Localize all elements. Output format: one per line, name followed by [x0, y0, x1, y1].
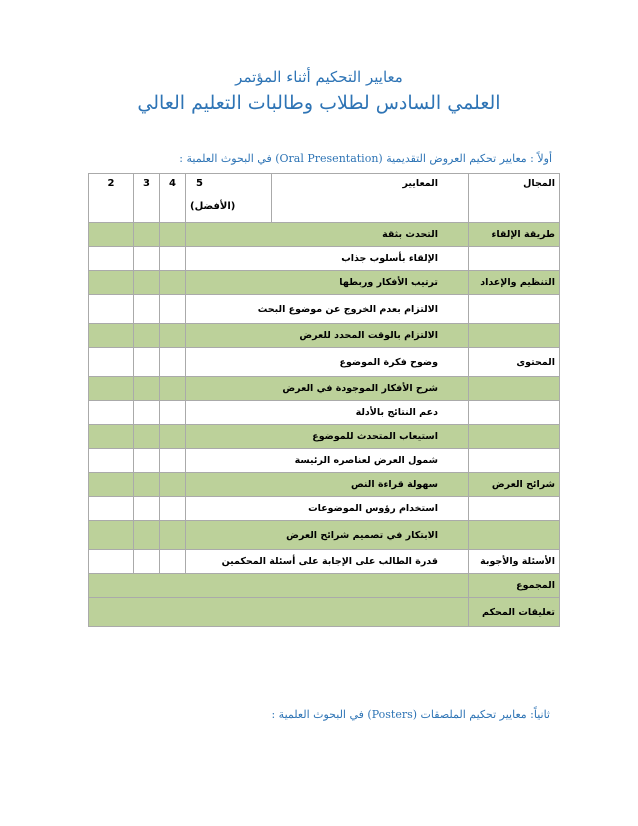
table-row — [89, 521, 560, 550]
score-cell[interactable] — [89, 449, 134, 473]
table-header-row — [89, 174, 560, 223]
row-criterion: دعم النتائج بالأدلة — [186, 401, 469, 425]
table-row — [89, 271, 560, 295]
row-area — [469, 324, 560, 348]
comments-cell[interactable] — [89, 598, 469, 627]
row-criterion: شرح الأفكار الموجودة في العرض — [186, 377, 469, 401]
score-cell[interactable] — [134, 550, 160, 574]
score-cell[interactable] — [160, 348, 186, 377]
score-cell[interactable] — [134, 425, 160, 449]
row-area — [469, 449, 560, 473]
row-criterion: سهولة قراءة النص — [186, 473, 469, 497]
table-row — [89, 295, 560, 324]
total-row — [89, 574, 560, 598]
score-cell[interactable] — [160, 247, 186, 271]
header-score-3: 3 — [134, 174, 160, 223]
row-area — [469, 497, 560, 521]
table-row — [89, 473, 560, 497]
row-criterion: الابتكار في تصميم شرائح العرض — [186, 521, 469, 550]
score-5-value: 5 — [196, 178, 203, 189]
score-cell[interactable] — [134, 324, 160, 348]
row-criterion: استخدام رؤوس الموضوعات — [186, 497, 469, 521]
header-score-4: 4 — [160, 174, 186, 223]
table-row — [89, 377, 560, 401]
title-line-2: العلمي السادس لطلاب وطالبات التعليم العالي — [137, 92, 501, 114]
row-criterion: الالتزام بالوقت المحدد للعرض — [186, 324, 469, 348]
row-area — [469, 377, 560, 401]
score-cell[interactable] — [160, 271, 186, 295]
row-area: طريقة الإلقاء — [469, 223, 560, 247]
row-criterion: الإلقاء بأسلوب جذاب — [186, 247, 469, 271]
table-row — [89, 425, 560, 449]
score-5-note: (الأفضل) — [190, 201, 236, 212]
row-area: شرائح العرض — [469, 473, 560, 497]
header-score-5 — [186, 174, 272, 223]
row-criterion: التحدث بثقة — [186, 223, 469, 247]
score-cell[interactable] — [134, 401, 160, 425]
row-criterion: قدرة الطالب على الإجابة على أسئلة المحكمين — [186, 550, 469, 574]
section-2-heading: ثانياً: معايير تحكيم الملصقات (Posters) في البحوث العلمية : — [271, 708, 550, 721]
score-cell[interactable] — [89, 401, 134, 425]
table-row — [89, 247, 560, 271]
score-cell[interactable] — [160, 425, 186, 449]
score-cell[interactable] — [134, 295, 160, 324]
table-row — [89, 401, 560, 425]
total-label: المجموع — [469, 574, 560, 598]
row-area: التنظيم والإعداد — [469, 271, 560, 295]
score-cell[interactable] — [89, 348, 134, 377]
score-cell[interactable] — [89, 223, 134, 247]
row-criterion: الالتزام بعدم الخروج عن موضوع البحث — [186, 295, 469, 324]
row-criterion: وضوح فكرة الموضوع — [186, 348, 469, 377]
title-line-1: معايير التحكيم أثناء المؤتمر — [235, 68, 403, 86]
table-row — [89, 348, 560, 377]
table-row — [89, 223, 560, 247]
table-row — [89, 497, 560, 521]
header-area: المجال — [469, 174, 560, 223]
evaluation-table — [88, 173, 560, 627]
score-cell[interactable] — [89, 497, 134, 521]
row-area — [469, 521, 560, 550]
score-cell[interactable] — [89, 295, 134, 324]
score-cell[interactable] — [134, 223, 160, 247]
row-area — [469, 425, 560, 449]
section-1-heading: أولاً : معايير تحكيم العروض التقديمية (Oral Presentation) في البحوث العلمية : — [179, 152, 552, 165]
score-cell[interactable] — [134, 271, 160, 295]
score-cell[interactable] — [160, 401, 186, 425]
score-cell[interactable] — [160, 497, 186, 521]
row-criterion: شمول العرض لعناصره الرئيسة — [186, 449, 469, 473]
score-cell[interactable] — [160, 377, 186, 401]
row-area — [469, 247, 560, 271]
score-cell[interactable] — [134, 377, 160, 401]
row-criterion: ترتيب الأفكار وربطها — [186, 271, 469, 295]
score-cell[interactable] — [89, 247, 134, 271]
table-row — [89, 550, 560, 574]
score-cell[interactable] — [134, 348, 160, 377]
score-cell[interactable] — [134, 449, 160, 473]
score-cell[interactable] — [134, 247, 160, 271]
score-cell[interactable] — [89, 473, 134, 497]
score-cell[interactable] — [160, 449, 186, 473]
score-cell[interactable] — [134, 473, 160, 497]
score-cell[interactable] — [89, 271, 134, 295]
score-cell[interactable] — [134, 497, 160, 521]
row-area: الأسئلة والأجوبة — [469, 550, 560, 574]
score-cell[interactable] — [134, 521, 160, 550]
score-cell[interactable] — [89, 550, 134, 574]
score-cell[interactable] — [89, 377, 134, 401]
comments-row — [89, 598, 560, 627]
row-area: المحتوى — [469, 348, 560, 377]
score-cell[interactable] — [160, 550, 186, 574]
row-criterion: استيعاب المتحدث للموضوع — [186, 425, 469, 449]
score-cell[interactable] — [160, 223, 186, 247]
row-area — [469, 401, 560, 425]
score-cell[interactable] — [89, 521, 134, 550]
score-cell[interactable] — [89, 425, 134, 449]
table-row — [89, 324, 560, 348]
score-cell[interactable] — [160, 521, 186, 550]
score-cell[interactable] — [89, 324, 134, 348]
score-cell[interactable] — [160, 473, 186, 497]
score-cell[interactable] — [160, 324, 186, 348]
comments-label: تعليقات المحكم — [469, 598, 560, 627]
header-criteria: المعايير — [272, 174, 469, 223]
score-cell[interactable] — [160, 295, 186, 324]
header-score-2: 2 — [89, 174, 134, 223]
row-area — [469, 295, 560, 324]
table-row — [89, 449, 560, 473]
total-cell[interactable] — [89, 574, 469, 598]
